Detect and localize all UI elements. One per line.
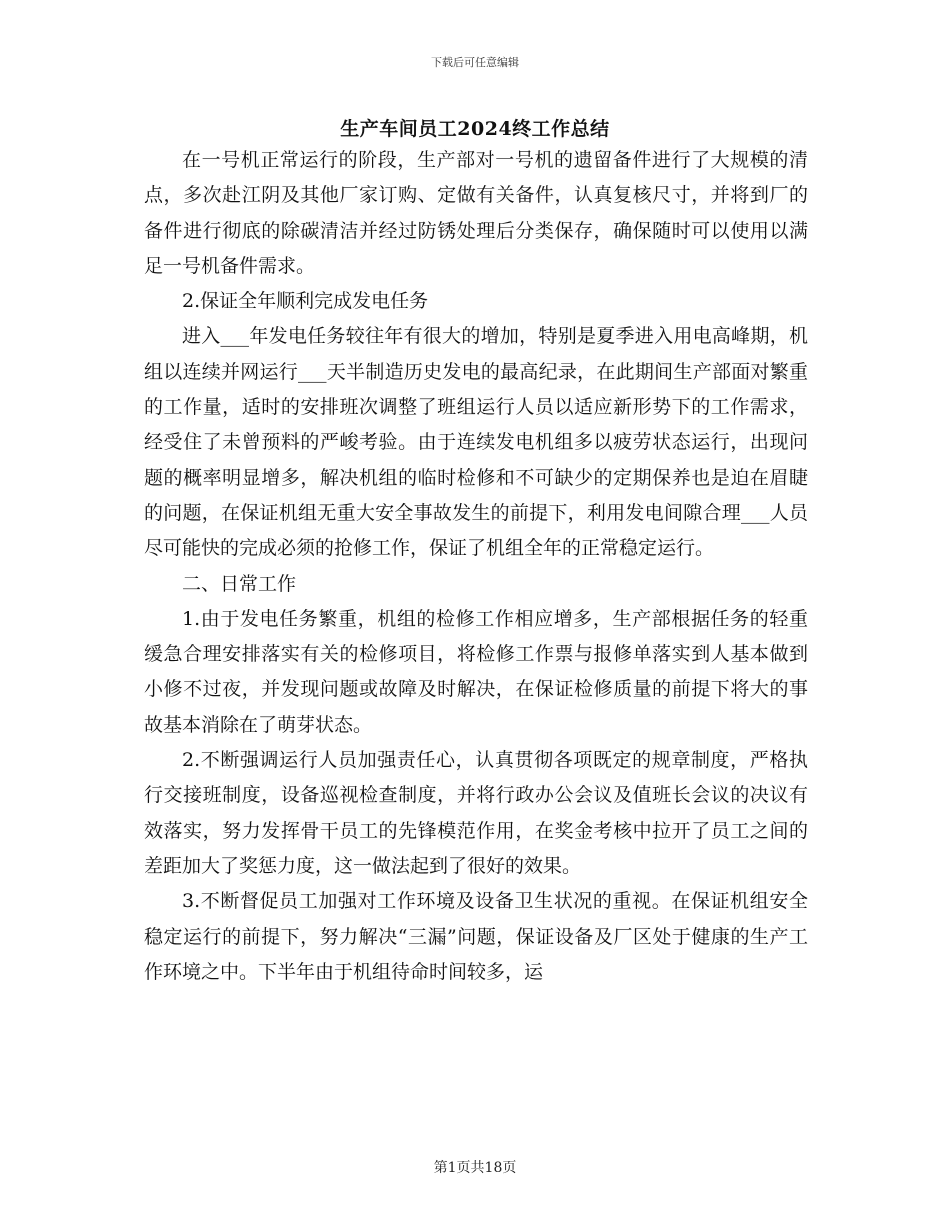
paragraph-1: 在一号机正常运行的阶段，生产部对一号机的遗留备件进行了大规模的清点，多次赴江阴及其他厂家订购、定做有关备件，认真复核尺寸，并将到厂的备件进行彻底的除碳清洁并经过防锈处理后分类保存，确保随时可以使用以满足一号机备件需求。 [144, 149, 808, 277]
paragraph-3: 进入___年发电任务较往年有很大的增加，特别是夏季进入用电高峰期，机组以连续并网运行___天半制造历史发电的最高纪录，在此期间生产部面对繁重的工作量，适时的安排班次调整了班组运行人员以适应新形势下的工作需求，经受住了未曾预料的严峻考验。由于连续发电机组多以疲劳状态运行，出现问题的概率明显增多，解决机组的临时检修和不可缺少的定期保养也是迫在眉睫的问题，在保证机组无重大安全事故发生的前提下，利用发电间隙合理___人员尽可能快的完成必须的抢修工作，保证了机组全年的正常稳定运行。 [144, 325, 808, 560]
paragraph-6: 2.不断强调运行人员加强责任心，认真贯彻各项既定的规章制度，严格执行交接班制度，设备巡视检查制度，并将行政办公会议及值班长会议的决议有效落实，努力发挥骨干员工的先锋模范作用，在奖金考核中拉开了员工之间的差距加大了奖惩力度，这一做法起到了很好的效果。 [144, 749, 808, 877]
document-title: 生产车间员工2024终工作总结 [340, 118, 610, 140]
paragraph-2-heading: 2.保证全年顺利完成发电任务 [182, 290, 429, 313]
page-indicator: 第1页共18页 [433, 1160, 517, 1176]
section-heading-daily-work: 二、日常工作 [182, 572, 297, 595]
paragraph-5: 1.由于发电任务繁重，机组的检修工作相应增多，生产部根据任务的轻重缓急合理安排落实有关的检修项目，将检修工作票与报修单落实到人基本做到小修不过夜，并发现问题或故障及时解决，在保证检修质量的前提下将大的事故基本消除在了萌芽状态。 [144, 607, 808, 736]
document-body [144, 143, 808, 990]
paragraph-7: 3.不断督促员工加强对工作环境及设备卫生状况的重视。在保证机组安全稳定运行的前提下，努力解决“三漏”问题，保证设备及厂区处于健康的生产工作环境之中。下半年由于机组待命时间较多，运 [144, 890, 808, 983]
header-note: 下载后可任意编辑 [431, 56, 519, 69]
